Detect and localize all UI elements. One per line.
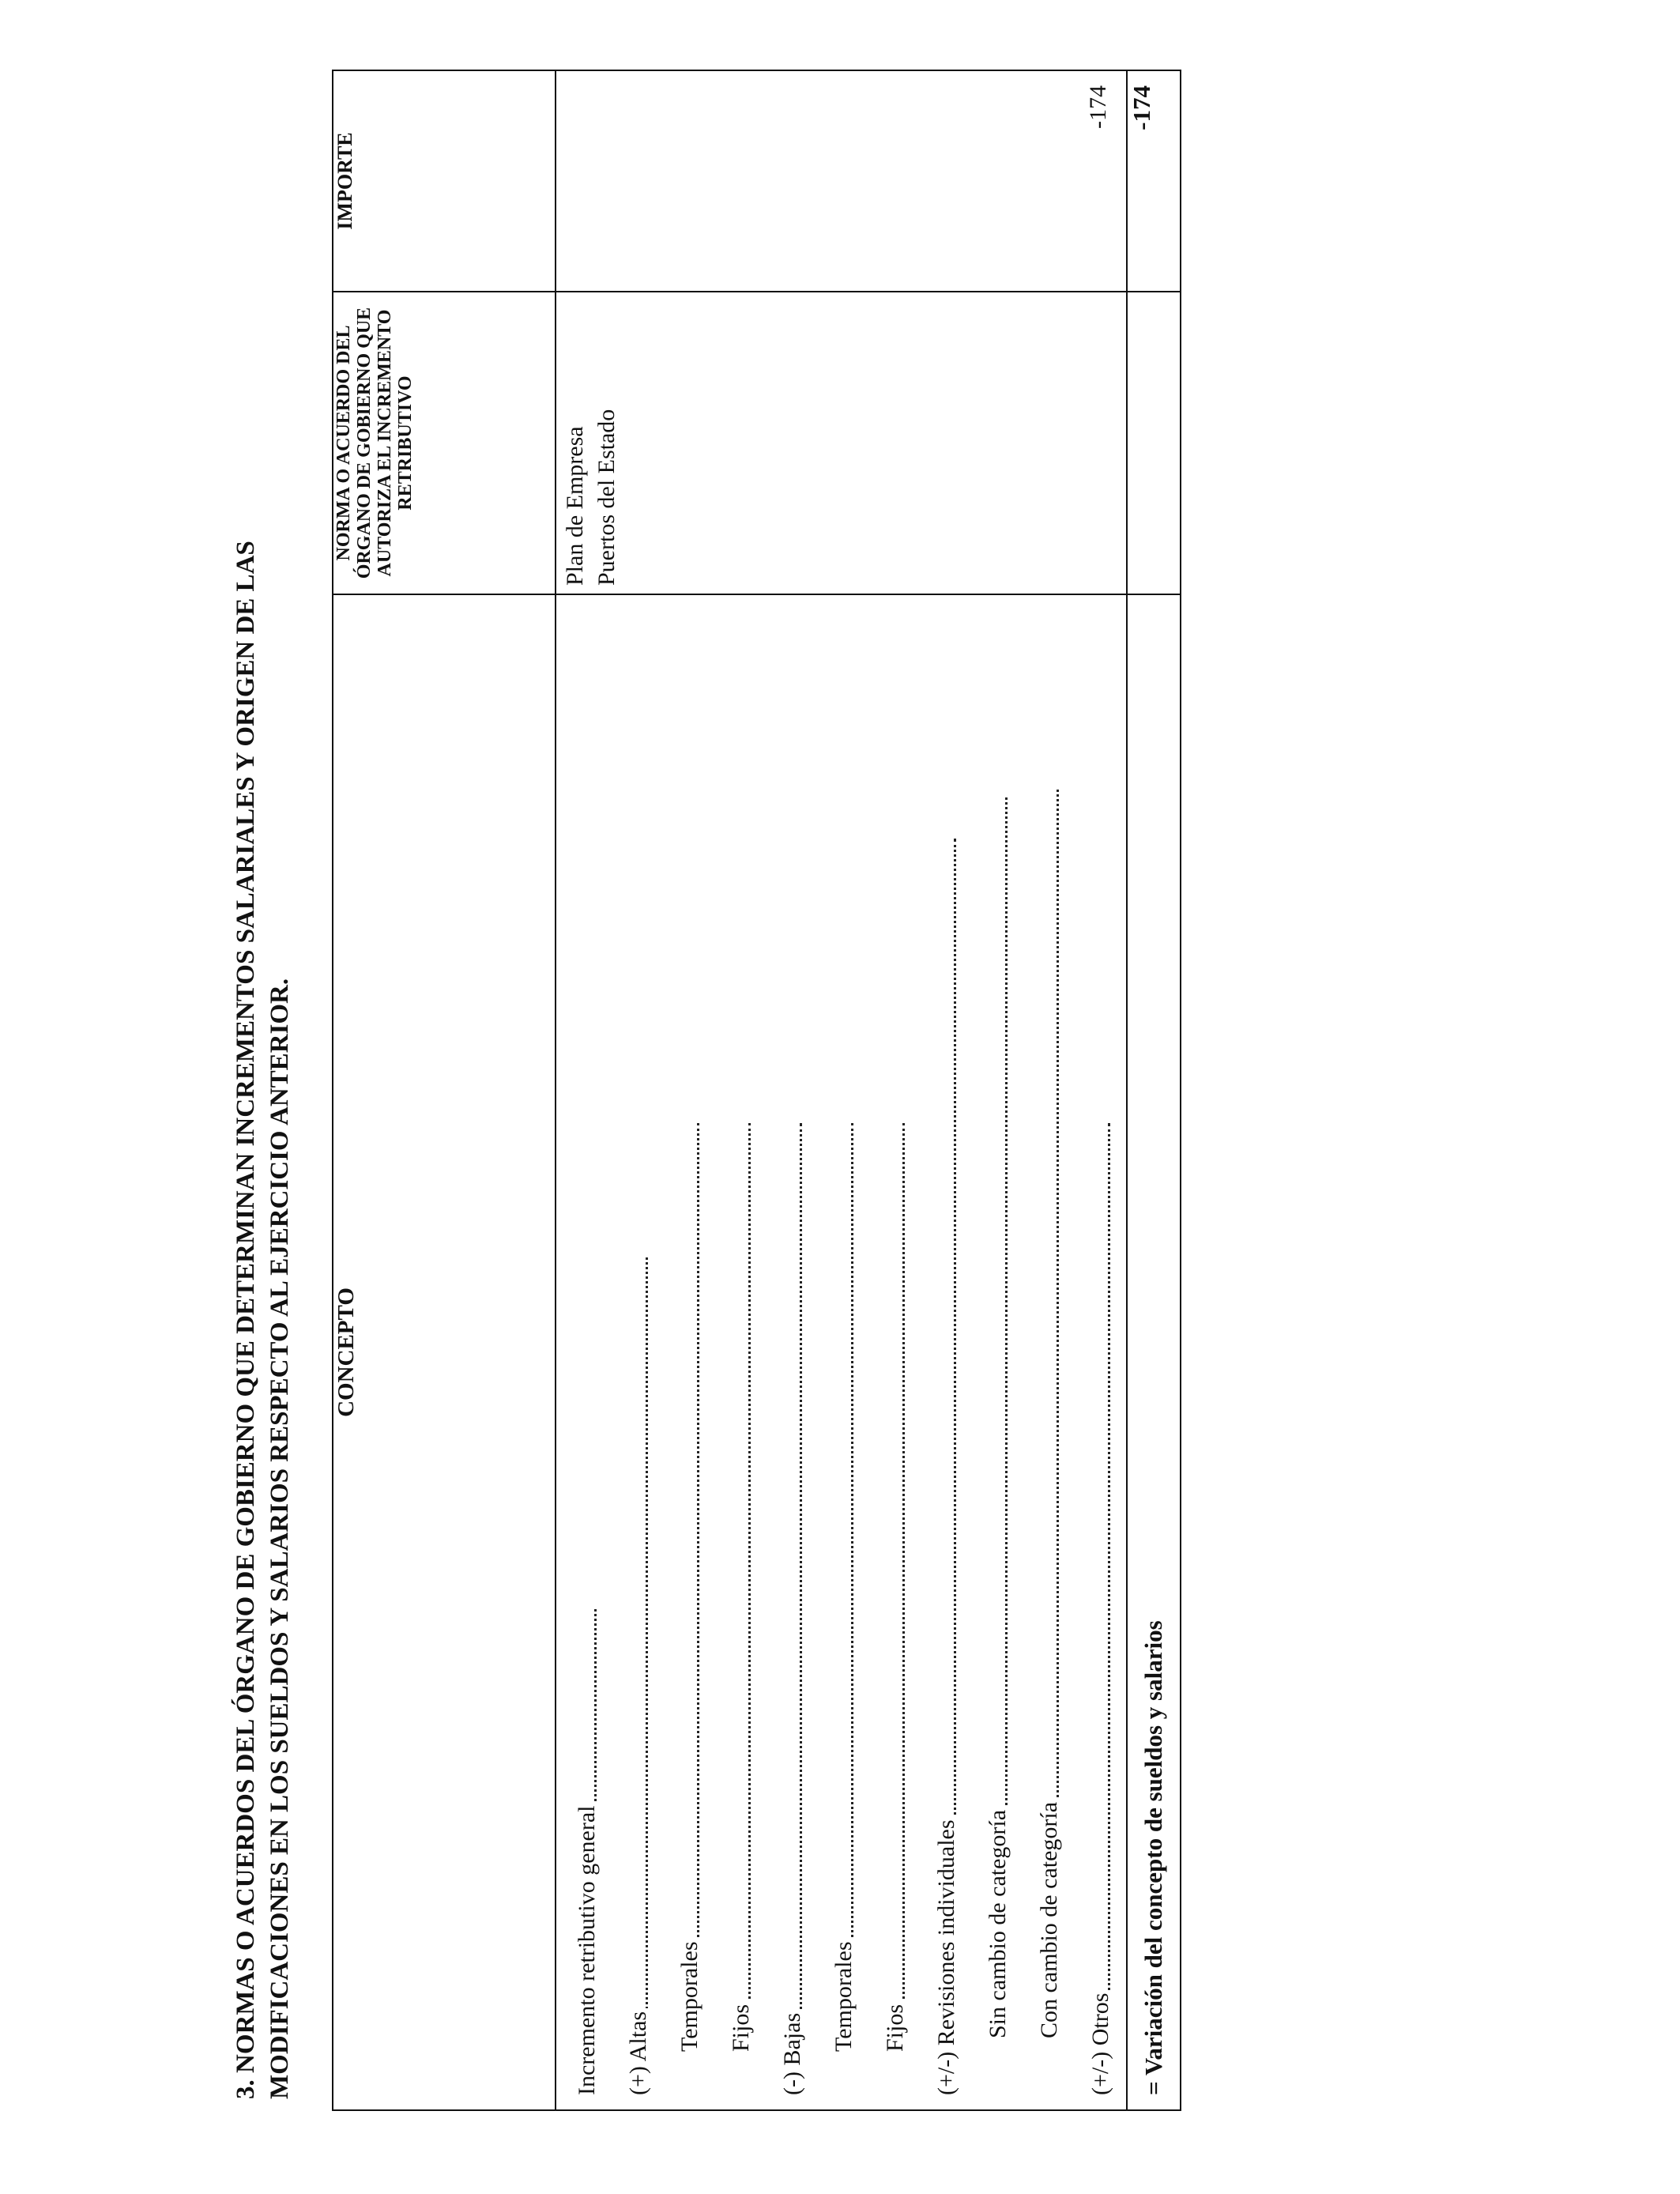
leader-dots bbox=[902, 1123, 905, 2052]
table-row bbox=[561, 595, 612, 2095]
leader-dots bbox=[646, 1257, 648, 2095]
leader-dots bbox=[851, 1123, 853, 2052]
header-concepto: CONCEPTO bbox=[333, 594, 556, 2110]
leader-dots bbox=[697, 1123, 699, 2052]
row-label: Temporales bbox=[676, 1938, 703, 2052]
header-norma: NORMA O ACUERDO DEL ÓRGANO DE GOBIERNO QUE AUTORIZA EL INCREMENTO RETRIBUTIVO bbox=[333, 292, 556, 594]
table-row bbox=[1023, 595, 1075, 2095]
table-row bbox=[767, 595, 818, 2095]
norma-line-2: Puertos del Estado bbox=[593, 409, 620, 586]
header-row bbox=[333, 70, 556, 2110]
importe-cell bbox=[556, 70, 1127, 292]
row-label: Incremento retributivo general bbox=[574, 1802, 600, 2095]
table-row bbox=[664, 595, 715, 2095]
row-label: Sin cambio de categoría bbox=[985, 1807, 1011, 2038]
row-label: (-) Bajas bbox=[779, 2010, 805, 2095]
importe-value: -174 bbox=[1085, 85, 1111, 129]
table-row bbox=[972, 595, 1023, 2095]
norma-line-1: Plan de Empresa bbox=[562, 426, 588, 586]
total-row bbox=[1127, 70, 1181, 2110]
row-label: (+/-) Revisiones individuales bbox=[933, 1816, 959, 2095]
body-row bbox=[556, 70, 1127, 2110]
leader-dots bbox=[1108, 1123, 1110, 2095]
norma-cell bbox=[556, 292, 1127, 594]
total-value: -174 bbox=[1127, 70, 1181, 292]
table-row bbox=[869, 595, 921, 2095]
header-importe: IMPORTE bbox=[333, 70, 556, 292]
table-row bbox=[818, 595, 869, 2095]
row-label: (+/-) Otros bbox=[1087, 1990, 1113, 2095]
row-label: Con cambio de categoría bbox=[1036, 1799, 1062, 2038]
total-norma-cell bbox=[1127, 292, 1181, 594]
leader-dots bbox=[800, 1123, 802, 2095]
row-label: Fijos bbox=[882, 2001, 908, 2052]
heading-line-2: MODIFICACIONES EN LOS SUELDOS Y SALARIOS RESPECTO AL EJERCICIO ANTERIOR. bbox=[266, 978, 294, 2099]
increments-table bbox=[332, 70, 1181, 2111]
total-label: = Variación del concepto de sueldos y salarios bbox=[1127, 594, 1181, 2110]
row-label: (+) Altas bbox=[625, 2008, 651, 2095]
table-row bbox=[715, 595, 767, 2095]
row-label: Temporales bbox=[831, 1938, 857, 2052]
leader-dots bbox=[748, 1123, 751, 2052]
row-label: Fijos bbox=[728, 2001, 754, 2052]
table-row bbox=[1075, 595, 1126, 2095]
table-row bbox=[612, 595, 664, 2095]
section-heading bbox=[229, 439, 297, 2099]
table-row bbox=[921, 595, 972, 2095]
heading-line-1: 3. NORMAS O ACUERDOS DEL ÓRGANO DE GOBIERNO QUE DETERMINAN INCREMENTOS SALARIALES Y ORIGEN DE LAS bbox=[232, 541, 260, 2099]
concepto-cell bbox=[556, 594, 1127, 2110]
